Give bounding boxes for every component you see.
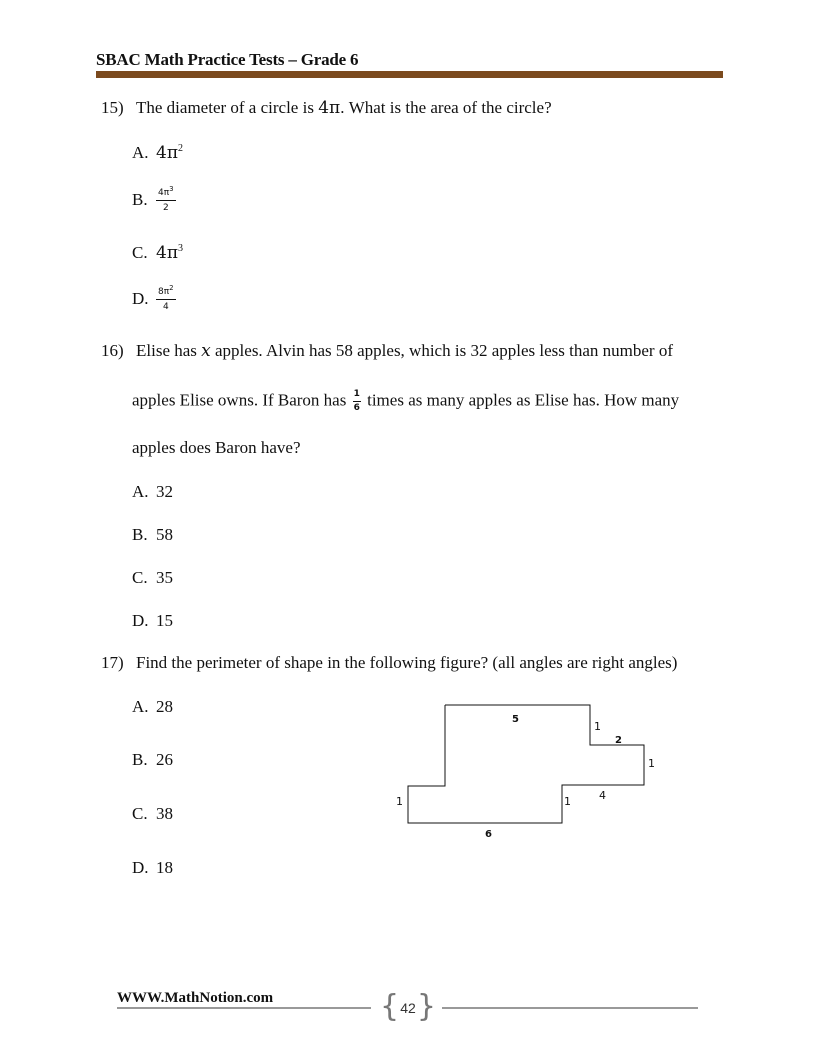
figure-label-right-upper: 1 [594,720,601,733]
question-16-line-3: apples does Baron have? [132,438,301,457]
question-16-line-2: apples Elise owns. If Baron has $\frac{1}{6}$ times as many apples as Elise has. How many [132,389,680,413]
figure-label-step-top: 2 [615,735,622,746]
page-header-title: SBAC Math Practice Tests – Grade 6 [96,50,359,69]
question-number: 15) [101,98,124,117]
figure-label-step-bottom: 4 [599,789,606,802]
page-number: { 42 } [380,989,436,1024]
header-divider [96,71,723,78]
q15-option-a[interactable]: A. $4\pi^2$ [132,143,183,163]
q16-option-c[interactable]: C. 35 [132,568,173,587]
question-number: 16) [101,341,124,360]
q15-option-c[interactable]: C. $4\pi^3$ [132,243,183,263]
question-17: 17) Find the perimeter of shape in the following figure? (all angles are right angles) [101,653,678,672]
perimeter-figure [380,690,670,850]
q16-option-d[interactable]: D. 15 [132,611,173,630]
left-bracket-icon: { [380,989,400,1024]
fraction: $\frac{8\pi^2}{4}$ [158,284,174,312]
figure-label-bottom: 6 [485,829,492,840]
q16-option-a[interactable]: A. 32 [132,482,173,501]
q17-option-c[interactable]: C. 38 [132,804,173,823]
q17-option-a[interactable]: A. 28 [132,697,173,716]
footer-divider-left [117,1007,371,1009]
figure-label-right: 1 [648,757,655,770]
question-number: 17) [101,653,124,672]
fraction: $\frac{4\pi^3}{2}$ [158,185,174,213]
rectilinear-shape [380,690,670,850]
figure-label-top: 5 [512,714,519,725]
q17-option-d[interactable]: D. 18 [132,858,173,877]
q15-option-d[interactable]: D. $\frac{8\pi^2}{4}$ [132,284,174,312]
footer-divider-right [442,1007,698,1009]
q17-option-b[interactable]: B. 26 [132,750,173,769]
right-bracket-icon: } [416,989,436,1024]
figure-label-left: 1 [396,795,403,808]
q15-option-b[interactable]: B. $\frac{4\pi^3}{2}$ [132,185,174,213]
question-16: 16) Elise has x apples. Alvin has 58 apples, which is 32 apples less than number of [101,341,673,361]
figure-label-inner-vertical: 1 [564,795,571,808]
footer-website: WWW.MathNotion.com [117,990,274,1006]
question-15: 15) The diameter of a circle is 4π. What is the area of the circle? [101,98,552,118]
fraction: $\frac{1}{6}$ [353,389,360,413]
q16-option-b[interactable]: B. 58 [132,525,173,544]
